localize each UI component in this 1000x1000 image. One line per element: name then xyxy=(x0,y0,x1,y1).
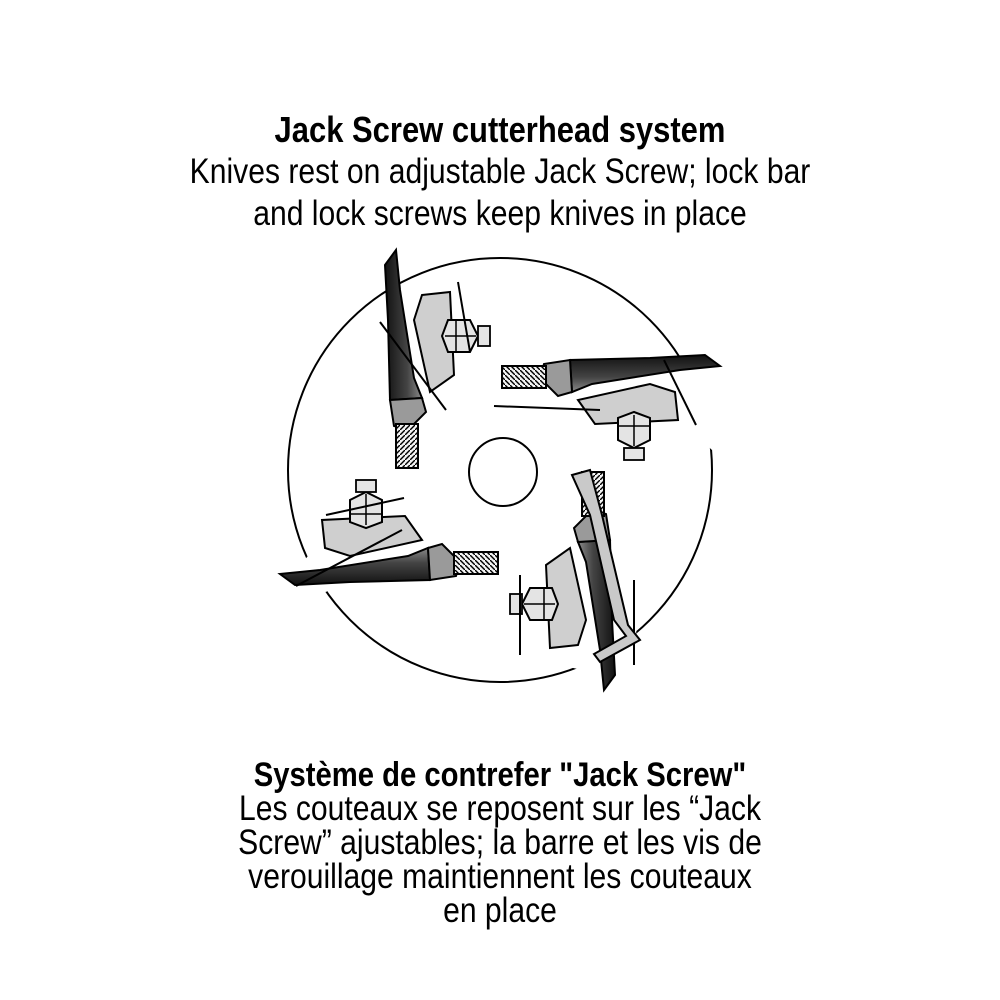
french-line-3: verouillage maintiennent les couteaux xyxy=(248,857,752,896)
english-line-2: and lock screws keep knives in place xyxy=(253,194,747,233)
cutterhead xyxy=(288,258,712,682)
french-line-1: Les couteaux se reposent sur les “Jack xyxy=(238,789,761,828)
french-title: Système de contrefer "Jack Screw" xyxy=(253,756,747,794)
english-title: Jack Screw cutterhead system xyxy=(274,109,726,150)
arbor-hole xyxy=(469,438,537,506)
english-line-1: Knives rest on adjustable Jack Screw; lock bar xyxy=(189,152,811,191)
french-line-4: en place xyxy=(443,891,557,930)
french-line-2: Screw” ajustables; la barre et les vis de xyxy=(238,823,762,862)
french-caption xyxy=(70,758,930,928)
